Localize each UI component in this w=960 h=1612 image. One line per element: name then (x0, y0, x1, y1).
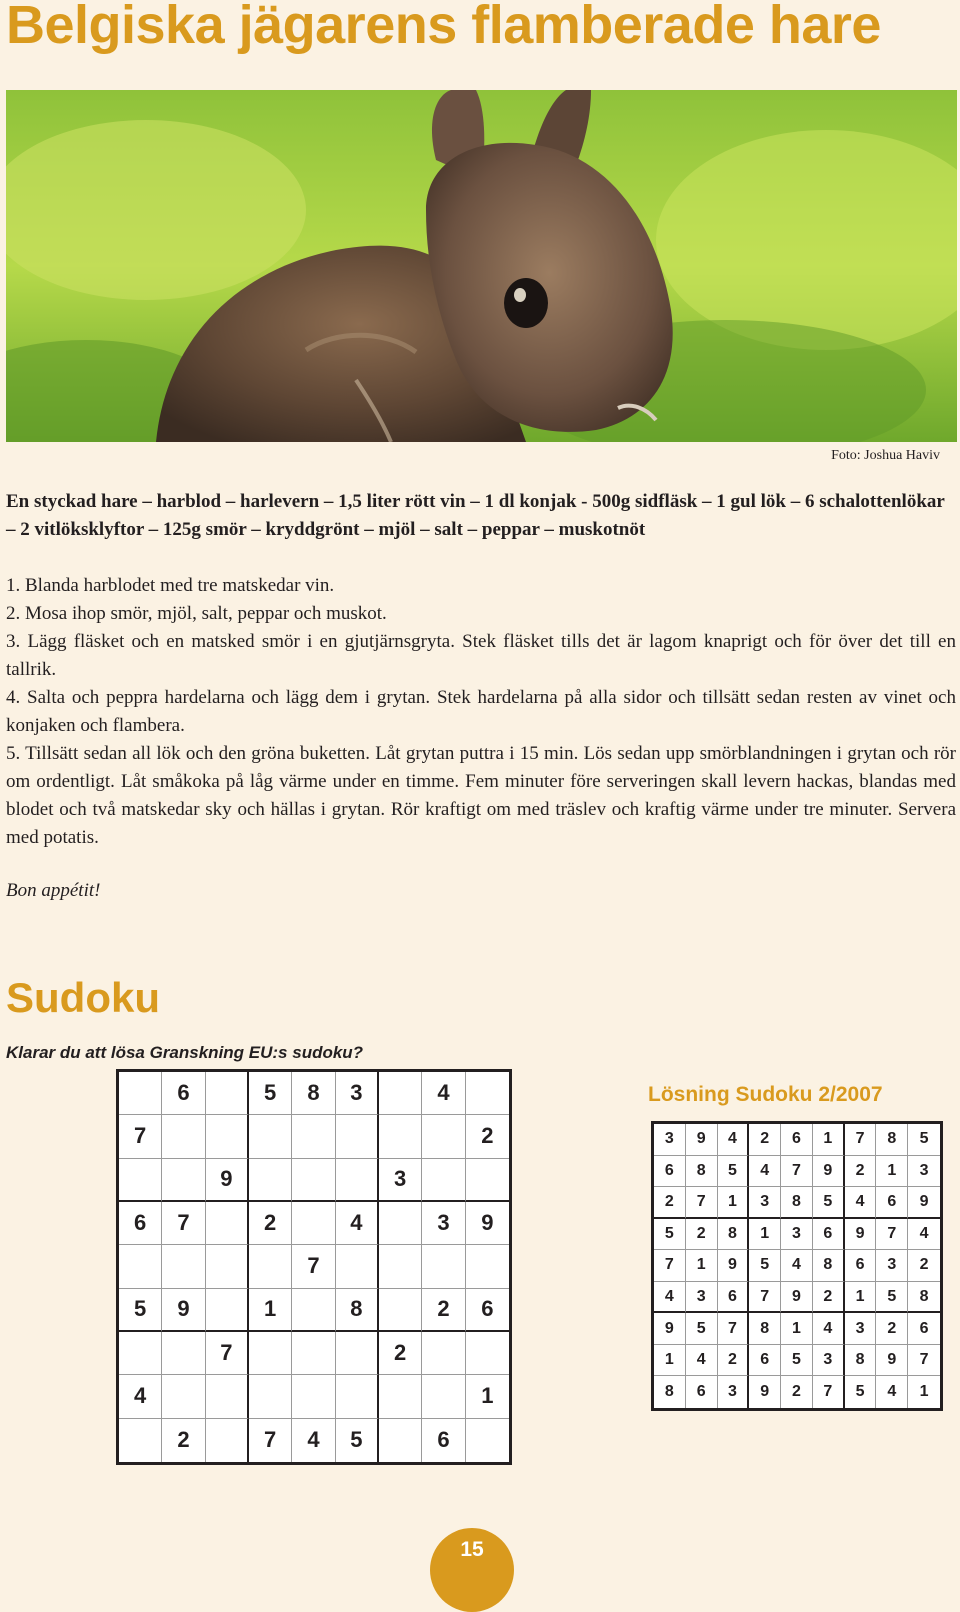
solution-cell: 2 (845, 1156, 877, 1188)
sudoku-cell (336, 1375, 379, 1418)
solution-cell: 1 (718, 1187, 750, 1219)
solution-cell: 4 (654, 1282, 686, 1314)
solution-cell: 2 (686, 1219, 718, 1251)
solution-cell: 4 (781, 1250, 813, 1282)
solution-cell: 5 (845, 1376, 877, 1408)
solution-cell: 2 (781, 1376, 813, 1408)
sudoku-cell: 1 (466, 1375, 509, 1418)
sudoku-cell: 4 (422, 1072, 465, 1115)
solution-cell: 7 (718, 1313, 750, 1345)
sudoku-cell (206, 1115, 249, 1158)
recipe-steps (6, 572, 956, 852)
solution-cell: 5 (876, 1282, 908, 1314)
closing-line: Bon appétit! (6, 880, 101, 901)
sudoku-cell: 2 (466, 1115, 509, 1158)
sudoku-cell: 6 (422, 1419, 465, 1462)
solution-cell: 8 (718, 1219, 750, 1251)
sudoku-cell: 6 (466, 1289, 509, 1332)
ingredients-list: En styckad hare – harblod – harlevern – 1,5 liter rött vin – 1 dl konjak - 500g sidfläsk – 1 gul lök – 6 schalottenlökar – 2 vitlöksklyftor – 125g smör – kryddgrönt – mjöl – salt – peppar – muskotnöt (6, 491, 945, 540)
solution-cell: 8 (908, 1282, 940, 1314)
solution-cell: 8 (876, 1124, 908, 1156)
sudoku-cell (466, 1245, 509, 1288)
solution-cell: 5 (686, 1313, 718, 1345)
solution-cell: 6 (876, 1187, 908, 1219)
sudoku-cell (422, 1375, 465, 1418)
solution-cell: 9 (654, 1313, 686, 1345)
sudoku-cell: 3 (422, 1202, 465, 1245)
solution-cell: 1 (919, 1383, 929, 1401)
solution-cell: 9 (781, 1282, 813, 1314)
solution-cell: 3 (781, 1219, 813, 1251)
sudoku-cell: 2 (422, 1289, 465, 1332)
sudoku-cell: 2 (162, 1419, 205, 1462)
solution-cell: 6 (845, 1250, 877, 1282)
solution-cell: 5 (781, 1345, 813, 1377)
solution-cell: 7 (908, 1345, 940, 1377)
sudoku-cell: 2 (379, 1332, 422, 1375)
sudoku-cell (336, 1159, 379, 1202)
solution-cell: 9 (686, 1124, 718, 1156)
sudoku-puzzle-grid (116, 1069, 512, 1465)
solution-cell: 9 (908, 1187, 940, 1219)
solution-cell: 8 (813, 1250, 845, 1282)
sudoku-cell: 5 (119, 1289, 162, 1332)
solution-cell: 7 (781, 1156, 813, 1188)
solution-cell: 4 (845, 1187, 877, 1219)
solution-cell: 6 (654, 1156, 686, 1188)
solution-cell: 5 (813, 1187, 845, 1219)
solution-cell: 2 (654, 1187, 686, 1219)
solution-cell: 4 (686, 1345, 718, 1377)
sudoku-cell: 7 (292, 1245, 335, 1288)
sudoku-cell: 3 (336, 1072, 379, 1115)
solution-cell: 1 (686, 1250, 718, 1282)
solution-cell: 9 (876, 1345, 908, 1377)
recipe-title: Belgiska jägarens flamberade hare (6, 0, 881, 55)
sudoku-cell (119, 1245, 162, 1288)
solution-cell: 9 (845, 1219, 877, 1251)
solution-cell: 2 (749, 1124, 781, 1156)
sudoku-cell (119, 1159, 162, 1202)
sudoku-cell: 2 (249, 1202, 292, 1245)
sudoku-cell (206, 1202, 249, 1245)
sudoku-cell (162, 1332, 205, 1375)
recipe-step: 2. Mosa ihop smör, mjöl, salt, peppar och muskot. (6, 603, 387, 624)
sudoku-cell (379, 1115, 422, 1158)
sudoku-cell: 7 (249, 1419, 292, 1462)
solution-cell: 7 (876, 1219, 908, 1251)
sudoku-cell (249, 1332, 292, 1375)
sudoku-cell (206, 1072, 249, 1115)
solution-cell: 2 (876, 1313, 908, 1345)
sudoku-cell: 6 (119, 1202, 162, 1245)
solution-cell: 8 (845, 1345, 877, 1377)
sudoku-cell (379, 1375, 422, 1418)
solution-cell: 6 (718, 1282, 750, 1314)
sudoku-cell: 9 (466, 1202, 509, 1245)
solution-cell: 6 (749, 1345, 781, 1377)
sudoku-cell (162, 1245, 205, 1288)
sudoku-cell (249, 1159, 292, 1202)
sudoku-cell (119, 1332, 162, 1375)
sudoku-cell (422, 1115, 465, 1158)
sudoku-cell: 1 (249, 1289, 292, 1332)
solution-cell: 5 (908, 1124, 940, 1156)
solution-cell: 4 (718, 1124, 750, 1156)
sudoku-cell (162, 1375, 205, 1418)
solution-cell: 7 (845, 1124, 877, 1156)
solution-cell: 8 (686, 1156, 718, 1188)
sudoku-cell (466, 1072, 509, 1115)
solution-heading: Lösning Sudoku 2/2007 (648, 1083, 883, 1106)
solution-cell: 8 (749, 1313, 781, 1345)
sudoku-cell: 7 (119, 1115, 162, 1158)
sudoku-cell (119, 1072, 162, 1115)
solution-cell: 7 (654, 1250, 686, 1282)
sudoku-cell (206, 1245, 249, 1288)
sudoku-cell (379, 1072, 422, 1115)
solution-cell: 3 (654, 1124, 686, 1156)
solution-cell: 1 (876, 1156, 908, 1188)
sudoku-cell (249, 1115, 292, 1158)
solution-cell: 7 (813, 1376, 845, 1408)
solution-cell: 6 (781, 1124, 813, 1156)
sudoku-cell (379, 1202, 422, 1245)
recipe-step: 1. Blanda harblodet med tre matskedar vin. (6, 575, 335, 596)
sudoku-cell: 7 (162, 1202, 205, 1245)
solution-cell: 3 (749, 1187, 781, 1219)
sudoku-cell (206, 1419, 249, 1462)
sudoku-cell: 4 (119, 1375, 162, 1418)
solution-cell: 2 (813, 1282, 845, 1314)
solution-cell: 9 (813, 1156, 845, 1188)
sudoku-cell (249, 1375, 292, 1418)
sudoku-cell: 9 (162, 1289, 205, 1332)
sudoku-cell: 3 (379, 1159, 422, 1202)
solution-cell: 6 (813, 1219, 845, 1251)
sudoku-cell (206, 1375, 249, 1418)
sudoku-cell (162, 1115, 205, 1158)
solution-cell: 6 (908, 1313, 940, 1345)
solution-cell: 9 (718, 1250, 750, 1282)
solution-cell: 1 (845, 1282, 877, 1314)
solution-cell: 4 (876, 1376, 908, 1408)
sudoku-cell (292, 1202, 335, 1245)
sudoku-cell (292, 1289, 335, 1332)
sudoku-cell: 4 (292, 1419, 335, 1462)
sudoku-cell (466, 1332, 509, 1375)
solution-cell: 2 (718, 1345, 750, 1377)
hare-photo (6, 90, 957, 442)
sudoku-cell (422, 1159, 465, 1202)
sudoku-cell (422, 1332, 465, 1375)
photo-credit: Foto: Joshua Haviv (831, 448, 940, 463)
sudoku-cell (379, 1419, 422, 1462)
sudoku-cell (292, 1159, 335, 1202)
sudoku-solution-grid (651, 1121, 943, 1411)
recipe-step: 5. Tillsätt sedan all lök och den gröna buketten. Låt grytan puttra i 15 min. Lös sedan upp smörblandningen i grytan och rör om ordentligt. Låt småkoka på låg värme under en timme. Fem minuter före serveringen skall levern hackas, blandas med blodet och två matskedar sky och hällas i grytan. Rör kraftigt om med träslev och kraftig värme under tre minuter. Servera med potatis. (6, 743, 956, 848)
solution-cell: 7 (749, 1282, 781, 1314)
recipe-step: 4. Salta och peppra hardelarna och lägg dem i grytan. Stek hardelarna på alla sidor och tillsätt sedan resten av vinet och konjaken och flambera. (6, 687, 956, 736)
sudoku-cell: 5 (336, 1419, 379, 1462)
solution-cell: 3 (908, 1156, 940, 1188)
solution-cell: 3 (845, 1313, 877, 1345)
solution-cell: 4 (908, 1219, 940, 1251)
solution-cell: 5 (718, 1156, 750, 1188)
sudoku-cell (466, 1159, 509, 1202)
sudoku-cell: 5 (249, 1072, 292, 1115)
solution-cell: 7 (686, 1187, 718, 1219)
sudoku-cell (162, 1159, 205, 1202)
solution-cell: 9 (749, 1376, 781, 1408)
solution-cell: 1 (781, 1313, 813, 1345)
page-number: 15 (430, 1528, 514, 1612)
sudoku-cell: 8 (292, 1072, 335, 1115)
solution-cell: 5 (749, 1250, 781, 1282)
sudoku-cell (206, 1289, 249, 1332)
solution-cell: 8 (781, 1187, 813, 1219)
sudoku-cell (292, 1332, 335, 1375)
solution-cell: 2 (908, 1250, 940, 1282)
solution-cell: 1 (813, 1124, 845, 1156)
solution-cell: 4 (813, 1313, 845, 1345)
sudoku-subtitle: Klarar du att lösa Granskning EU:s sudoku? (6, 1043, 364, 1062)
sudoku-cell: 7 (206, 1332, 249, 1375)
solution-cell: 8 (654, 1376, 686, 1408)
solution-cell: 1 (749, 1219, 781, 1251)
solution-cell: 6 (686, 1376, 718, 1408)
sudoku-cell (336, 1245, 379, 1288)
sudoku-cell (119, 1419, 162, 1462)
sudoku-cell (379, 1289, 422, 1332)
sudoku-cell (466, 1419, 509, 1462)
sudoku-heading: Sudoku (6, 974, 160, 1021)
solution-cell: 3 (718, 1376, 750, 1408)
solution-cell: 3 (813, 1345, 845, 1377)
solution-cell: 4 (749, 1156, 781, 1188)
sudoku-cell (336, 1115, 379, 1158)
solution-cell: 3 (876, 1250, 908, 1282)
sudoku-cell (379, 1245, 422, 1288)
sudoku-cell (422, 1245, 465, 1288)
sudoku-cell (249, 1245, 292, 1288)
solution-cell: 1 (654, 1345, 686, 1377)
sudoku-cell (336, 1332, 379, 1375)
solution-cell: 5 (654, 1219, 686, 1251)
sudoku-cell: 6 (162, 1072, 205, 1115)
sudoku-cell: 9 (206, 1159, 249, 1202)
recipe-step: 3. Lägg fläsket och en matsked smör i en gjutjärnsgryta. Stek fläsket tills det är lagom knaprigt och för över det till en tallrik. (6, 631, 956, 680)
sudoku-cell: 4 (336, 1202, 379, 1245)
sudoku-cell (292, 1115, 335, 1158)
solution-cell: 3 (686, 1282, 718, 1314)
sudoku-cell (292, 1375, 335, 1418)
sudoku-cell: 8 (336, 1289, 379, 1332)
